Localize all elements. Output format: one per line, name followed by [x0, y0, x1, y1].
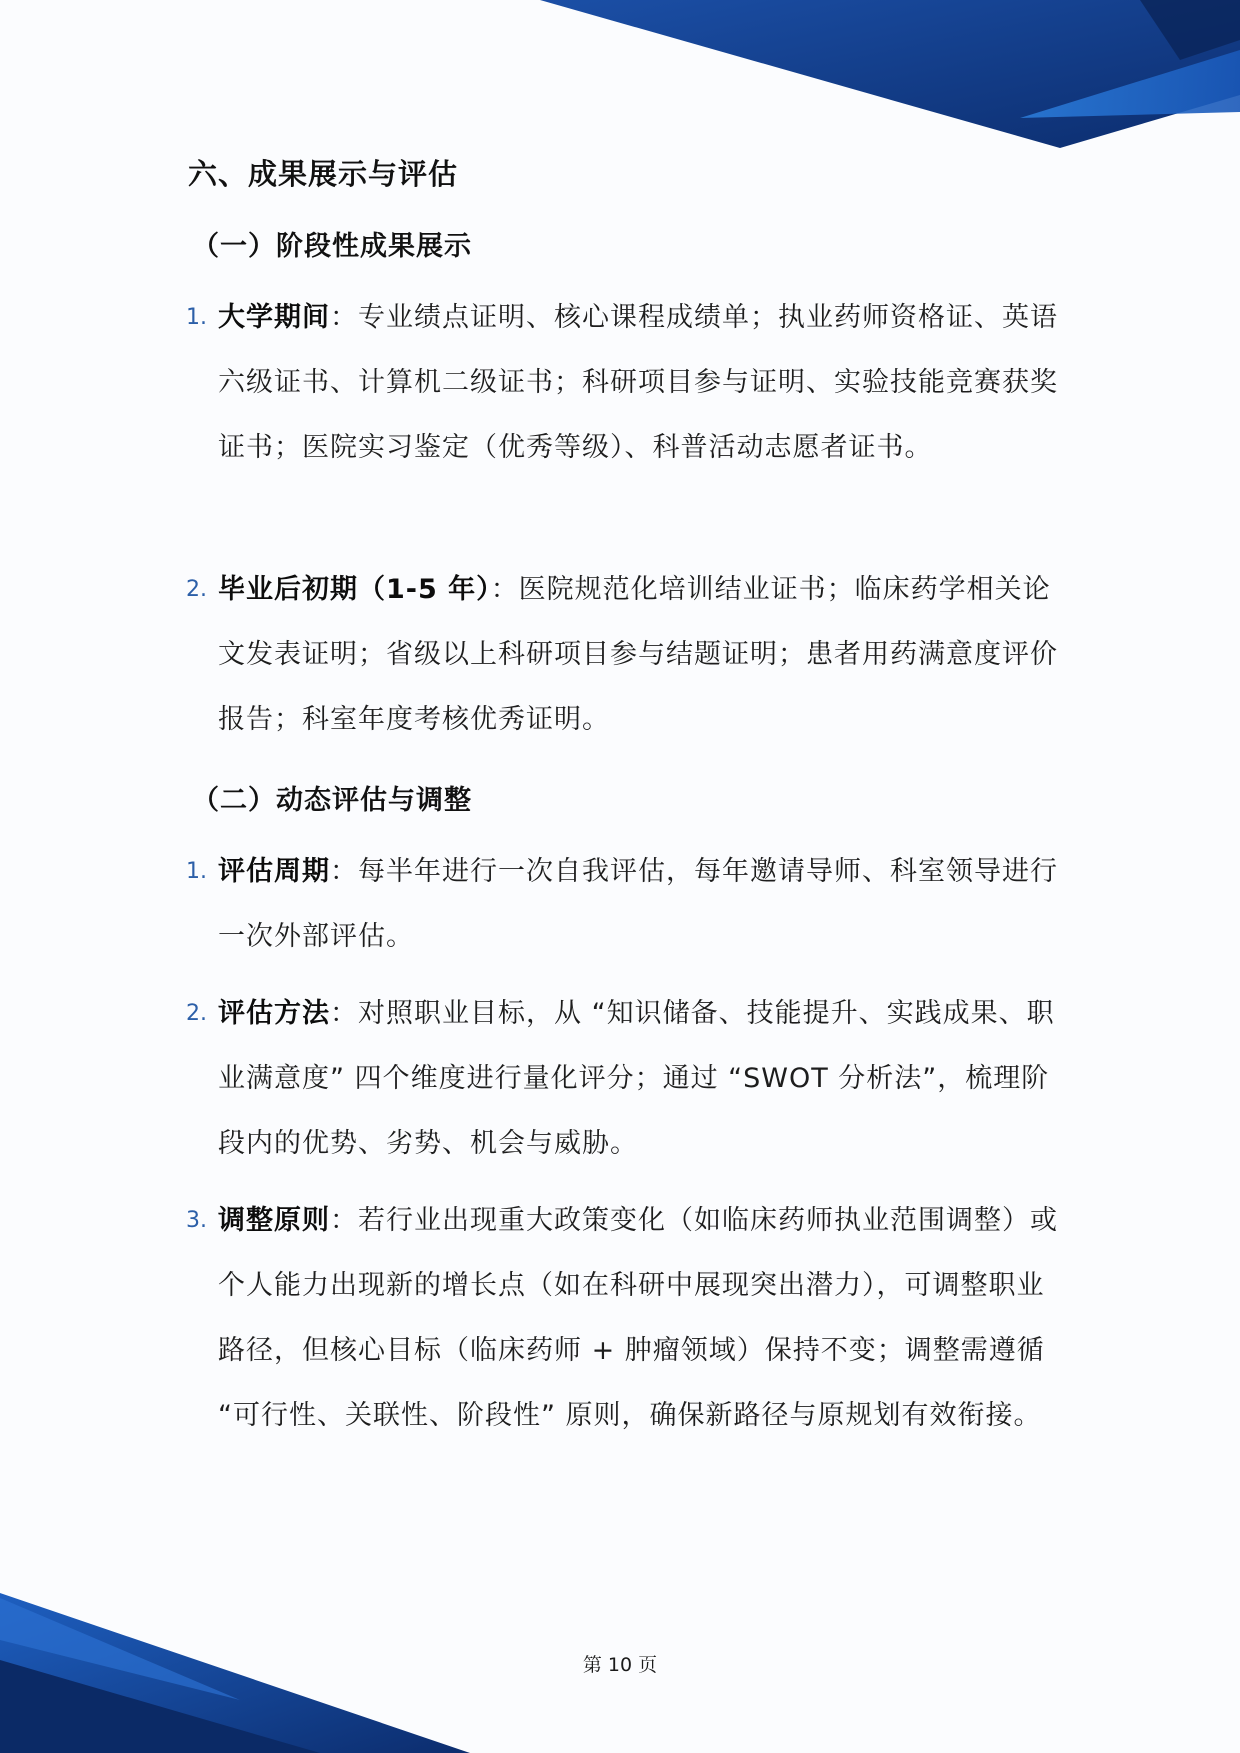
list-item-body: ：对照职业目标，从 “知识储备、技能提升、实践成果、职业满意度” 四个维度进行量化评分；通过 “SWOT 分析法”，梳理阶段内的优势、劣势、机会与威胁。 [218, 998, 1055, 1159]
list-item-term: 评估方法 [218, 998, 330, 1029]
subsection-title: （二）动态评估与调整 [192, 785, 472, 816]
list-item [186, 557, 1066, 752]
list-item-term: 大学期间 [218, 302, 330, 333]
list-number: 1. [186, 305, 207, 330]
list-item-body: ：专业绩点证明、核心课程成绩单；执业药师资格证、英语六级证书、计算机二级证书；科研项目参与证明、实验技能竞赛获奖证书；医院实习鉴定（优秀等级）、科普活动志愿者证书。 [218, 302, 1058, 463]
list-number: 1. [186, 859, 207, 884]
list-item [186, 285, 1066, 480]
list-item-text [218, 557, 1058, 752]
list-item [186, 839, 1066, 969]
list-number: 3. [186, 1208, 207, 1233]
list-item-text [218, 981, 1058, 1176]
list-item-text [218, 285, 1058, 480]
list-number: 2. [186, 577, 207, 602]
list-item-term: 调整原则 [218, 1205, 330, 1236]
subsection-title: （一）阶段性成果展示 [192, 231, 472, 262]
list-item [186, 981, 1066, 1176]
page-number: 第 10 页 [582, 1654, 658, 1676]
list-item-term: 毕业后初期（1-5 年） [218, 574, 491, 605]
list-item [186, 1188, 1066, 1448]
section-title: 六、成果展示与评估 [188, 157, 459, 191]
list-item-body: ：每半年进行一次自我评估，每年邀请导师、科室领导进行一次外部评估。 [218, 856, 1058, 952]
list-item-term: 评估周期 [218, 856, 330, 887]
list-item-text [218, 1188, 1058, 1448]
list-number: 2. [186, 1001, 207, 1026]
list-item-body: ：若行业出现重大政策变化（如临床药师执业范围调整）或个人能力出现新的增长点（如在科研中展现突出潜力），可调整职业路径，但核心目标（临床药师 + 肿瘤领域）保持不变；调整需遵循 “可行性、关联性、阶段性” 原则，确保新路径与原规划有效衔接。 [218, 1205, 1058, 1431]
list-item-text [218, 839, 1058, 969]
list-item-body: ：医院规范化培训结业证书；临床药学相关论文发表证明；省级以上科研项目参与结题证明；患者用药满意度评价报告；科室年度考核优秀证明。 [218, 574, 1058, 735]
